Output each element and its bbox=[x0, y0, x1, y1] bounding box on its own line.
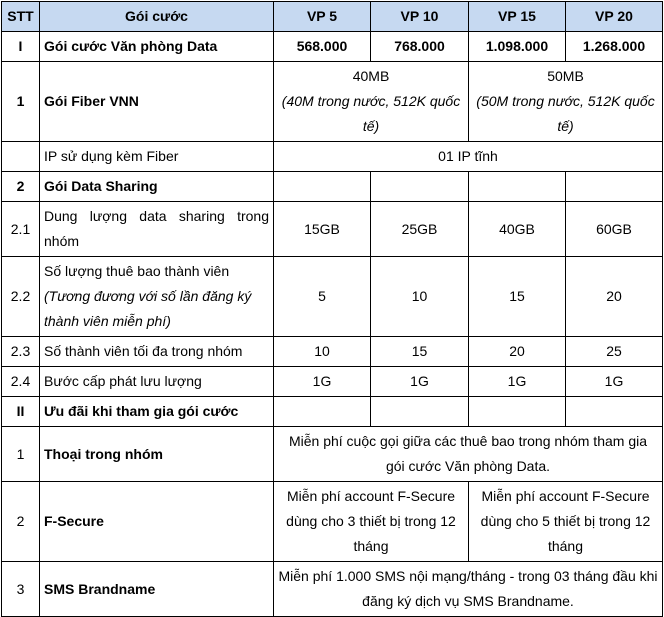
row-stt: 2.4 bbox=[2, 367, 40, 397]
row-name: Gói Data Sharing bbox=[40, 172, 274, 202]
value-cell: 1G bbox=[274, 367, 371, 397]
empty-cell bbox=[274, 397, 371, 427]
row-stt: 3 bbox=[2, 562, 40, 617]
table-row bbox=[2, 257, 663, 337]
fiber-speed: 50MB bbox=[547, 68, 584, 84]
section-name: Ưu đãi khi tham gia gói cước bbox=[40, 397, 274, 427]
value-cell: 10 bbox=[274, 337, 371, 367]
value-cell: 20 bbox=[469, 337, 566, 367]
section-row bbox=[2, 32, 663, 62]
value-cell: 15 bbox=[371, 337, 469, 367]
row-name: Bước cấp phát lưu lượng bbox=[40, 367, 274, 397]
value-cell: 1G bbox=[566, 367, 663, 397]
row-stt: 2 bbox=[2, 482, 40, 562]
fiber-speed: 40MB bbox=[352, 68, 390, 84]
header-plan-vp15: VP 15 bbox=[469, 2, 566, 32]
value-cell: 1G bbox=[469, 367, 566, 397]
row-name: Số lượng thuê bao thành viên bbox=[44, 263, 230, 279]
value-cell: 25 bbox=[566, 337, 663, 367]
row-stt: 2.2 bbox=[2, 257, 40, 337]
row-name: Số thành viên tối đa trong nhóm bbox=[40, 337, 274, 367]
section-row bbox=[2, 172, 663, 202]
row-name: Gói Fiber VNN bbox=[40, 62, 274, 142]
row-name: IP sử dụng kèm Fiber bbox=[40, 142, 274, 172]
value-cell: 15GB bbox=[274, 202, 371, 257]
table-row bbox=[2, 337, 663, 367]
header-package: Gói cước bbox=[40, 2, 274, 32]
benefit-value: Miễn phí 1.000 SMS nội mạng/tháng - trong 03 tháng đầu khi đăng ký dịch vụ SMS Brandname. bbox=[274, 562, 663, 617]
row-stt: 1 bbox=[2, 62, 40, 142]
section-stt: II bbox=[2, 397, 40, 427]
section-name: Gói cước Văn phòng Data bbox=[40, 32, 274, 62]
row-stt: 2.1 bbox=[2, 202, 40, 257]
fiber-detail: (50M trong nước, 512K quốc tế) bbox=[476, 93, 655, 134]
benefit-row bbox=[2, 562, 663, 617]
row-name: Thoại trong nhóm bbox=[40, 427, 274, 482]
table-row bbox=[2, 367, 663, 397]
price-cell: 768.000 bbox=[371, 32, 469, 62]
section-row bbox=[2, 397, 663, 427]
empty-cell bbox=[566, 397, 663, 427]
header-row bbox=[2, 2, 663, 32]
fiber-row bbox=[2, 62, 663, 142]
value-cell: 1G bbox=[371, 367, 469, 397]
empty-cell bbox=[469, 172, 566, 202]
fiber-speed-cell bbox=[274, 62, 469, 142]
row-stt: 2.3 bbox=[2, 337, 40, 367]
benefit-row bbox=[2, 427, 663, 482]
row-name-cell bbox=[40, 257, 274, 337]
row-stt: 2 bbox=[2, 172, 40, 202]
ip-row bbox=[2, 142, 663, 172]
price-cell: 1.268.000 bbox=[566, 32, 663, 62]
fiber-detail: (40M trong nước, 512K quốc tế) bbox=[281, 93, 461, 134]
table-row bbox=[2, 202, 663, 257]
empty-cell bbox=[371, 172, 469, 202]
row-stt bbox=[2, 142, 40, 172]
row-name: Dung lượng data sharing trong nhóm bbox=[40, 202, 274, 257]
header-plan-vp5: VP 5 bbox=[274, 2, 371, 32]
header-plan-vp20: VP 20 bbox=[566, 2, 663, 32]
value-cell: 60GB bbox=[566, 202, 663, 257]
empty-cell bbox=[469, 397, 566, 427]
value-cell: 5 bbox=[274, 257, 371, 337]
header-stt: STT bbox=[2, 2, 40, 32]
value-cell: 10 bbox=[371, 257, 469, 337]
empty-cell bbox=[566, 172, 663, 202]
ip-value: 01 IP tĩnh bbox=[274, 142, 663, 172]
row-note: (Tương đương với số lần đăng ký thành viên miễn phí) bbox=[44, 288, 252, 329]
header-plan-vp10: VP 10 bbox=[371, 2, 469, 32]
benefit-value: Miễn phí account F-Secure dùng cho 5 thiết bị trong 12 tháng bbox=[469, 482, 663, 562]
value-cell: 15 bbox=[469, 257, 566, 337]
benefit-value: Miễn phí cuộc gọi giữa các thuê bao trong nhóm tham gia gói cước Văn phòng Data. bbox=[274, 427, 663, 482]
row-name: SMS Brandname bbox=[40, 562, 274, 617]
benefit-value: Miễn phí account F-Secure dùng cho 3 thiết bị trong 12 tháng bbox=[274, 482, 469, 562]
section-stt: I bbox=[2, 32, 40, 62]
benefit-row bbox=[2, 482, 663, 562]
pricing-table bbox=[1, 1, 663, 617]
value-cell: 25GB bbox=[371, 202, 469, 257]
fiber-speed-cell bbox=[469, 62, 663, 142]
value-cell: 40GB bbox=[469, 202, 566, 257]
empty-cell bbox=[371, 397, 469, 427]
empty-cell bbox=[274, 172, 371, 202]
price-cell: 1.098.000 bbox=[469, 32, 566, 62]
row-name: F-Secure bbox=[40, 482, 274, 562]
value-cell: 20 bbox=[566, 257, 663, 337]
price-cell: 568.000 bbox=[274, 32, 371, 62]
row-stt: 1 bbox=[2, 427, 40, 482]
